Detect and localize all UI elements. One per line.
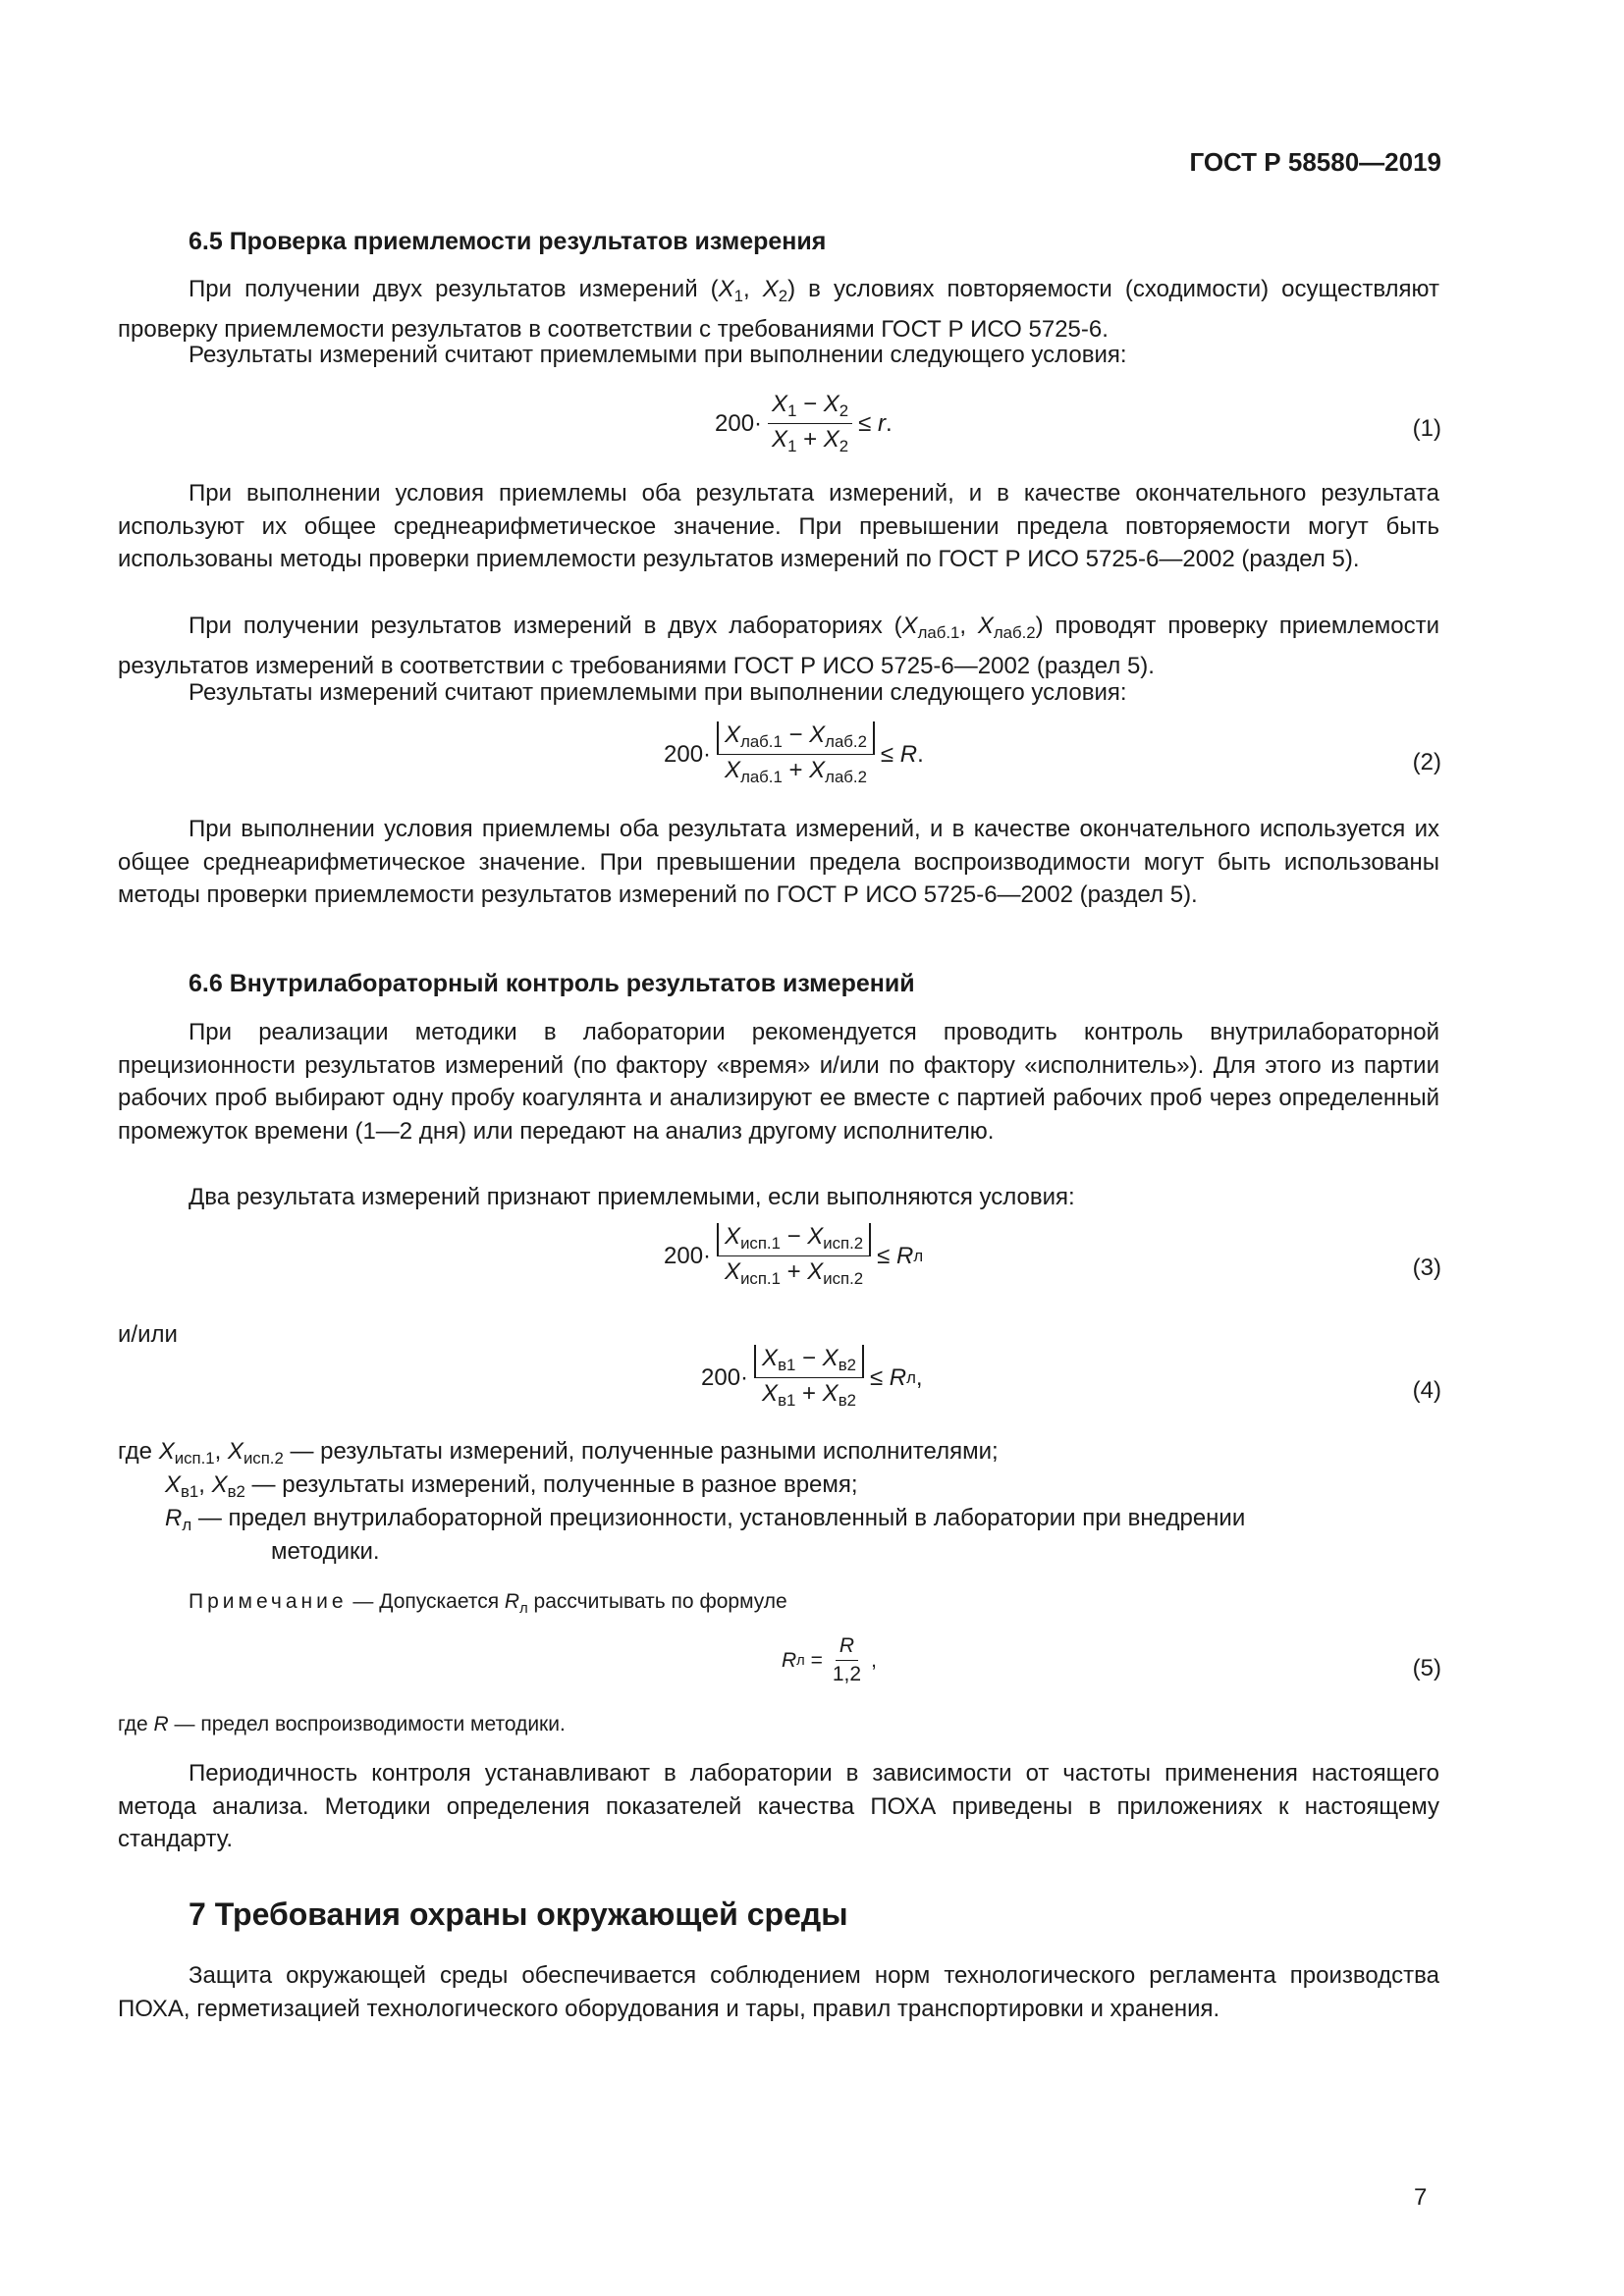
equation-number-4: (4) (1412, 1377, 1441, 1404)
paragraph-6-6-3: Периодичность контроля устанавливают в лаборатории в зависимости от частоты применения настоящего метода анализа. Методики определения показателей качества ПОХА приведены в приложениях к настоящему стандарту. (118, 1760, 1439, 1852)
equation-5: R л = $\frac{R}{1,2}$ , (782, 1634, 877, 1685)
definition-r-l-cont: методики. (271, 1538, 380, 1565)
section-title-6-5: 6.5 Проверка приемлемости результатов измерения (189, 228, 827, 255)
paragraph-6-5-4: При получении результатов измерений в двух лабораториях ($X_{лаб.1}$, $X_{лаб.2}$) проводят проверку приемлемости результатов измерений в соответствии с требованиями ГОСТ Р ИСО 5725-6—2002 (раздел 5). (118, 613, 1440, 679)
equation-4: 200 · $\frac{X_{в1} - X_{в2}}{X_{в1} + X_{в2}}$ ≤ R л , (701, 1345, 923, 1410)
document-code: ГОСТ Р 58580—2019 (1189, 147, 1441, 177)
equation-1: 200 · $\frac{X_1 - X_2}{X_1 + X_2}$ ≤ r . (715, 391, 893, 455)
equation-3: 200 · $\frac{X_{исп.1} - X_{исп.2}}{X_{исп.1} + X_{исп.2}}$ ≤ R л (664, 1223, 924, 1288)
paragraph-6-6-2: Два результата измерений признают приемлемыми, если выполняются условия: (189, 1184, 1075, 1210)
equation-number-2: (2) (1412, 749, 1441, 775)
definition-x-isp: где $X_{исп.1}$, $X_{исп.2}$ — результаты измерений, полученные разными исполнителями; (118, 1438, 999, 1468)
definition-r-l: $R_л$ — предел внутрилабораторной прецизионности, установленный в лаборатории при внедрении (165, 1505, 1246, 1534)
equation-number-5: (5) (1412, 1655, 1441, 1682)
note: Примечание — Допускается $R_л$ рассчитывать по формуле (189, 1590, 787, 1617)
paragraph-6-5-2: Результаты измерений считают приемлемыми при выполнении следующего условия: (189, 342, 1127, 368)
paragraph-6-5-1: При получении двух результатов измерений ($X_1$, $X_2$) в условиях повторяемости (сходимости) осуществляют проверку приемлемости результатов в соответствии с требованиями ГОСТ Р ИСО 5725-6. (118, 276, 1439, 343)
and-or-text: и/или (118, 1321, 178, 1348)
equation-number-1: (1) (1412, 415, 1441, 442)
paragraph-7-1: Защита окружающей среды обеспечивается соблюдением норм технологического регламента производства ПОХА, герметизацией технологического оборудования и тары, правил транспортировки и хранения. (118, 1962, 1439, 2022)
paragraph-6-5-3: При выполнении условия приемлемы оба результата измерений, и в качестве окончательного результата используют их общее среднеарифметическое значение. При превышении предела повторяемости могут быть использованы методы проверки приемлемости результатов измерений по ГОСТ Р ИСО 5725-6—2002 (раздел 5). (118, 480, 1439, 572)
section-title-6-6: 6.6 Внутрилабораторный контроль результатов измерений (189, 970, 915, 997)
paragraph-6-5-5: Результаты измерений считают приемлемыми при выполнении следующего условия: (189, 679, 1127, 706)
definition-x-v: $X_{в1}$, $X_{в2}$ — результаты измерений, полученные в разное время; (165, 1471, 858, 1501)
equation-number-3: (3) (1412, 1255, 1441, 1281)
equation-2: 200 · $\frac{X_{лаб.1} - X_{лаб.2}}{X_{лаб.1} + X_{лаб.2}}$ ≤ R . (664, 721, 924, 786)
page-number: 7 (1414, 2184, 1428, 2211)
paragraph-6-6-1: При реализации методики в лаборатории рекомендуется проводить контроль внутрилабораторной прецизионности результатов измерений (по фактору «время» и/или по фактору «исполнитель»). Для этого из партии рабочих проб выбирают одну пробу коагулянта и анализируют ее вместе с партией рабочих проб через определенный промежуток времени (1—2 дня) или передают на анализ другому исполнителю. (118, 1019, 1439, 1145)
definition-r: где R — предел воспроизводимости методики. (118, 1713, 566, 1735)
section-title-7: 7 Требования охраны окружающей среды (189, 1896, 848, 1932)
paragraph-6-5-6: При выполнении условия приемлемы оба результата измерений, и в качестве окончательного используется их общее среднеарифметическое значение. При превышении предела воспроизводимости могут быть использованы методы проверки приемлемости результатов измерений по ГОСТ Р ИСО 5725-6—2002 (раздел 5). (118, 816, 1439, 908)
